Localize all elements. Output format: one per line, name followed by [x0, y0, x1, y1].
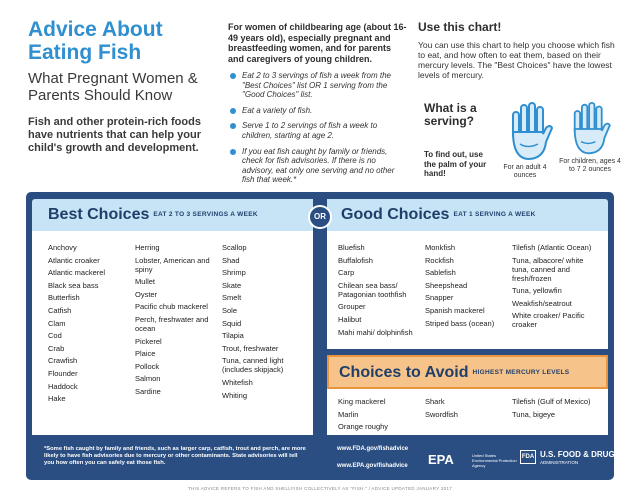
fish-item: Monkfish — [425, 243, 456, 252]
good-col-3 — [512, 243, 602, 333]
fish-item: Swordfish — [425, 409, 458, 419]
serving-question: What is a serving? — [424, 101, 477, 128]
fish-item: Lobster, American and spiny — [135, 255, 210, 274]
lead-text: Fish and other protein-rich foods have nutrients that can help your child's growth and development. — [28, 116, 201, 154]
fish-item: Chilean sea bass/ Patagonian toothfish — [338, 280, 407, 299]
page-subtitle: What Pregnant Women & Parents Should Know — [28, 70, 198, 104]
bullet-dot-icon — [230, 123, 236, 129]
epa-link[interactable]: www.EPA.gov/fishadvice — [337, 463, 408, 469]
best-col-1 — [48, 243, 130, 407]
advice-item: If you eat fish caught by family or friends, check for fish advisories. If there is no advisory, eat only one serving and no other fish that week.* — [228, 147, 408, 185]
fish-item: Snapper — [425, 293, 454, 303]
fda-logo-subtitle: ADMINISTRATION — [540, 460, 579, 465]
advice-item: Serve 1 to 2 servings of fish a week to children, starting at age 2. — [228, 121, 408, 140]
bottom-disclaimer: THIS ADVICE REFERS TO FISH AND SHELLFISH COLLECTIVELY AS "FISH." / ADVICE UPDATED JANUARY 2017 — [187, 486, 453, 491]
fish-item: Skate — [222, 280, 242, 290]
bullet-dot-icon — [230, 73, 236, 79]
fish-item: Sole — [222, 305, 238, 315]
fish-item: Tilefish (Atlantic Ocean) — [512, 243, 592, 252]
epa-logo-mark: EPA — [428, 452, 454, 467]
avoid-col-2 — [425, 397, 505, 422]
fish-item: Halibut — [338, 314, 362, 324]
serving-instruction: To find out, use the palm of your hand! — [424, 150, 487, 178]
best-choices-header — [32, 199, 313, 231]
best-choices-title: Best Choices — [48, 206, 150, 223]
fish-item: Striped bass (ocean) — [425, 318, 495, 328]
fish-item: Herring — [135, 243, 160, 252]
fish-item: Mullet — [135, 277, 156, 287]
fish-item: Tuna, yellowfin — [512, 286, 562, 296]
avoid-col-3 — [512, 397, 602, 422]
fish-item: Whiting — [222, 390, 248, 400]
advice-item: Eat a variety of fish. — [228, 106, 408, 116]
fish-item: Pollock — [135, 361, 160, 371]
fish-item: Plaice — [135, 349, 156, 359]
advice-item: Eat 2 to 3 servings of fish a week from the "Best Choices" list OR 1 serving from the "Good Choices" list. — [228, 71, 408, 100]
bullet-dot-icon — [230, 108, 236, 114]
fish-item: Pickerel — [135, 336, 162, 346]
fish-item: Crab — [48, 343, 65, 353]
good-col-1 — [338, 243, 424, 340]
fish-item: Trout, freshwater — [222, 343, 279, 353]
header-left — [28, 18, 213, 155]
fish-item: Weakfish/seatrout — [512, 298, 572, 308]
footnote: *Some fish caught by family and friends, such as larger carp, catfish, trout and perch, are more likely to have fish advisories due to mercury or other contaminants. State advisories will tell you how often you can safely eat those fish. — [44, 446, 306, 466]
child-serving-caption: For children, ages 4 to 7 2 ounces — [559, 158, 621, 173]
good-choices-note: EAT 1 SERVING A WEEK — [453, 211, 536, 219]
header-right — [418, 20, 622, 179]
fish-item: Grouper — [338, 302, 366, 312]
fish-item: Smelt — [222, 293, 242, 303]
fish-item: Sardine — [135, 386, 161, 396]
fish-item: Buffalofish — [338, 255, 373, 265]
use-chart-title: Use this chart! — [418, 20, 502, 34]
fish-item: Tilapia — [222, 331, 244, 341]
best-choices-list — [32, 231, 313, 435]
fish-item: Haddock — [48, 381, 78, 391]
best-choices-note: EAT 2 TO 3 SERVINGS A WEEK — [153, 211, 258, 219]
advice-list — [228, 71, 408, 185]
choices-to-avoid-list — [327, 389, 608, 435]
fda-link[interactable]: www.FDA.gov/fishadvice — [337, 446, 409, 452]
fish-item: Oyster — [135, 289, 158, 299]
fish-item: Whitefish — [222, 377, 253, 387]
footer-links — [337, 446, 427, 480]
fish-item: Rockfish — [425, 255, 454, 265]
serving-guide — [418, 102, 622, 192]
fish-item: Cod — [48, 331, 62, 341]
fish-item: Shark — [425, 397, 445, 406]
fish-item: Hake — [48, 394, 66, 404]
fish-item: Pacific chub mackerel — [135, 302, 208, 312]
fish-item: Perch, freshwater and ocean — [135, 314, 209, 333]
fish-item: Crawfish — [48, 356, 78, 366]
fish-item: Spanish mackerel — [425, 305, 485, 315]
fish-item: Atlantic croaker — [48, 255, 100, 265]
best-col-2 — [135, 243, 217, 400]
fish-item: Bluefish — [338, 243, 365, 252]
fish-item: Shad — [222, 255, 240, 265]
fish-item: Shrimp — [222, 268, 246, 278]
fish-item: Flounder — [48, 368, 78, 378]
good-choices-title: Good Choices — [341, 206, 450, 223]
use-chart-text: You can use this chart to help you choose which fish to eat, and how often to eat them, based on their mercury levels. The "Best Choices" have the lowest levels of mercury. — [418, 40, 615, 80]
avoid-title: Choices to Avoid — [339, 364, 469, 381]
fish-item: Black sea bass — [48, 280, 99, 290]
fish-item: Sheepshead — [425, 280, 468, 290]
good-choices-header — [327, 199, 608, 231]
fish-item: Atlantic mackerel — [48, 268, 106, 278]
bullet-dot-icon — [230, 149, 236, 155]
fish-item: Mahi mahi/ dolphinfish — [338, 327, 413, 337]
avoid-col-1 — [338, 397, 424, 435]
fish-item: Butterfish — [48, 293, 80, 303]
fish-item: Marlin — [338, 409, 359, 419]
fish-item: Squid — [222, 318, 242, 328]
fish-item: Tuna, canned light (includes skipjack) — [222, 356, 284, 375]
or-badge: OR — [308, 205, 332, 229]
fda-logo-mark: FDA — [520, 450, 536, 464]
fish-item: Clam — [48, 318, 66, 328]
fish-item: Catfish — [48, 305, 72, 315]
audience-intro: For women of childbearing age (about 16-49 years old), especially pregnant and breastfeeding women, and for parents and caregivers of young children. — [228, 22, 407, 64]
fish-item: Salmon — [135, 374, 161, 384]
epa-logo-subtitle: United States Environmental Protection Agency — [472, 453, 517, 468]
fish-item: Carp — [338, 268, 355, 278]
adult-serving-caption: For an adult 4 ounces — [503, 164, 547, 179]
fda-logo-name: U.S. FOOD & DRUG — [540, 450, 615, 459]
good-choices-list — [327, 231, 608, 349]
header-middle — [228, 22, 408, 191]
fish-item: Tuna, albacore/ white tuna, canned and fresh/frozen — [512, 255, 584, 283]
fish-item: Tuna, bigeye — [512, 409, 556, 419]
adult-palm-hand-icon — [506, 102, 554, 162]
fish-item: Tilefish (Gulf of Mexico) — [512, 397, 591, 406]
good-col-2 — [425, 243, 505, 331]
fish-item: Scallop — [222, 243, 247, 252]
page-title: Advice About Eating Fish — [28, 18, 163, 64]
fish-item: Anchovy — [48, 243, 77, 252]
best-col-3 — [222, 243, 308, 403]
fish-item: Orange roughy — [338, 422, 389, 432]
fish-item: King mackerel — [338, 397, 386, 406]
epa-logo — [428, 452, 517, 468]
choices-to-avoid-header — [327, 355, 608, 389]
avoid-note: HIGHEST MERCURY LEVELS — [472, 369, 570, 377]
fish-item: Sablefish — [425, 268, 456, 278]
fish-item: White croaker/ Pacific croaker — [512, 311, 585, 330]
child-palm-hand-icon — [568, 102, 612, 156]
